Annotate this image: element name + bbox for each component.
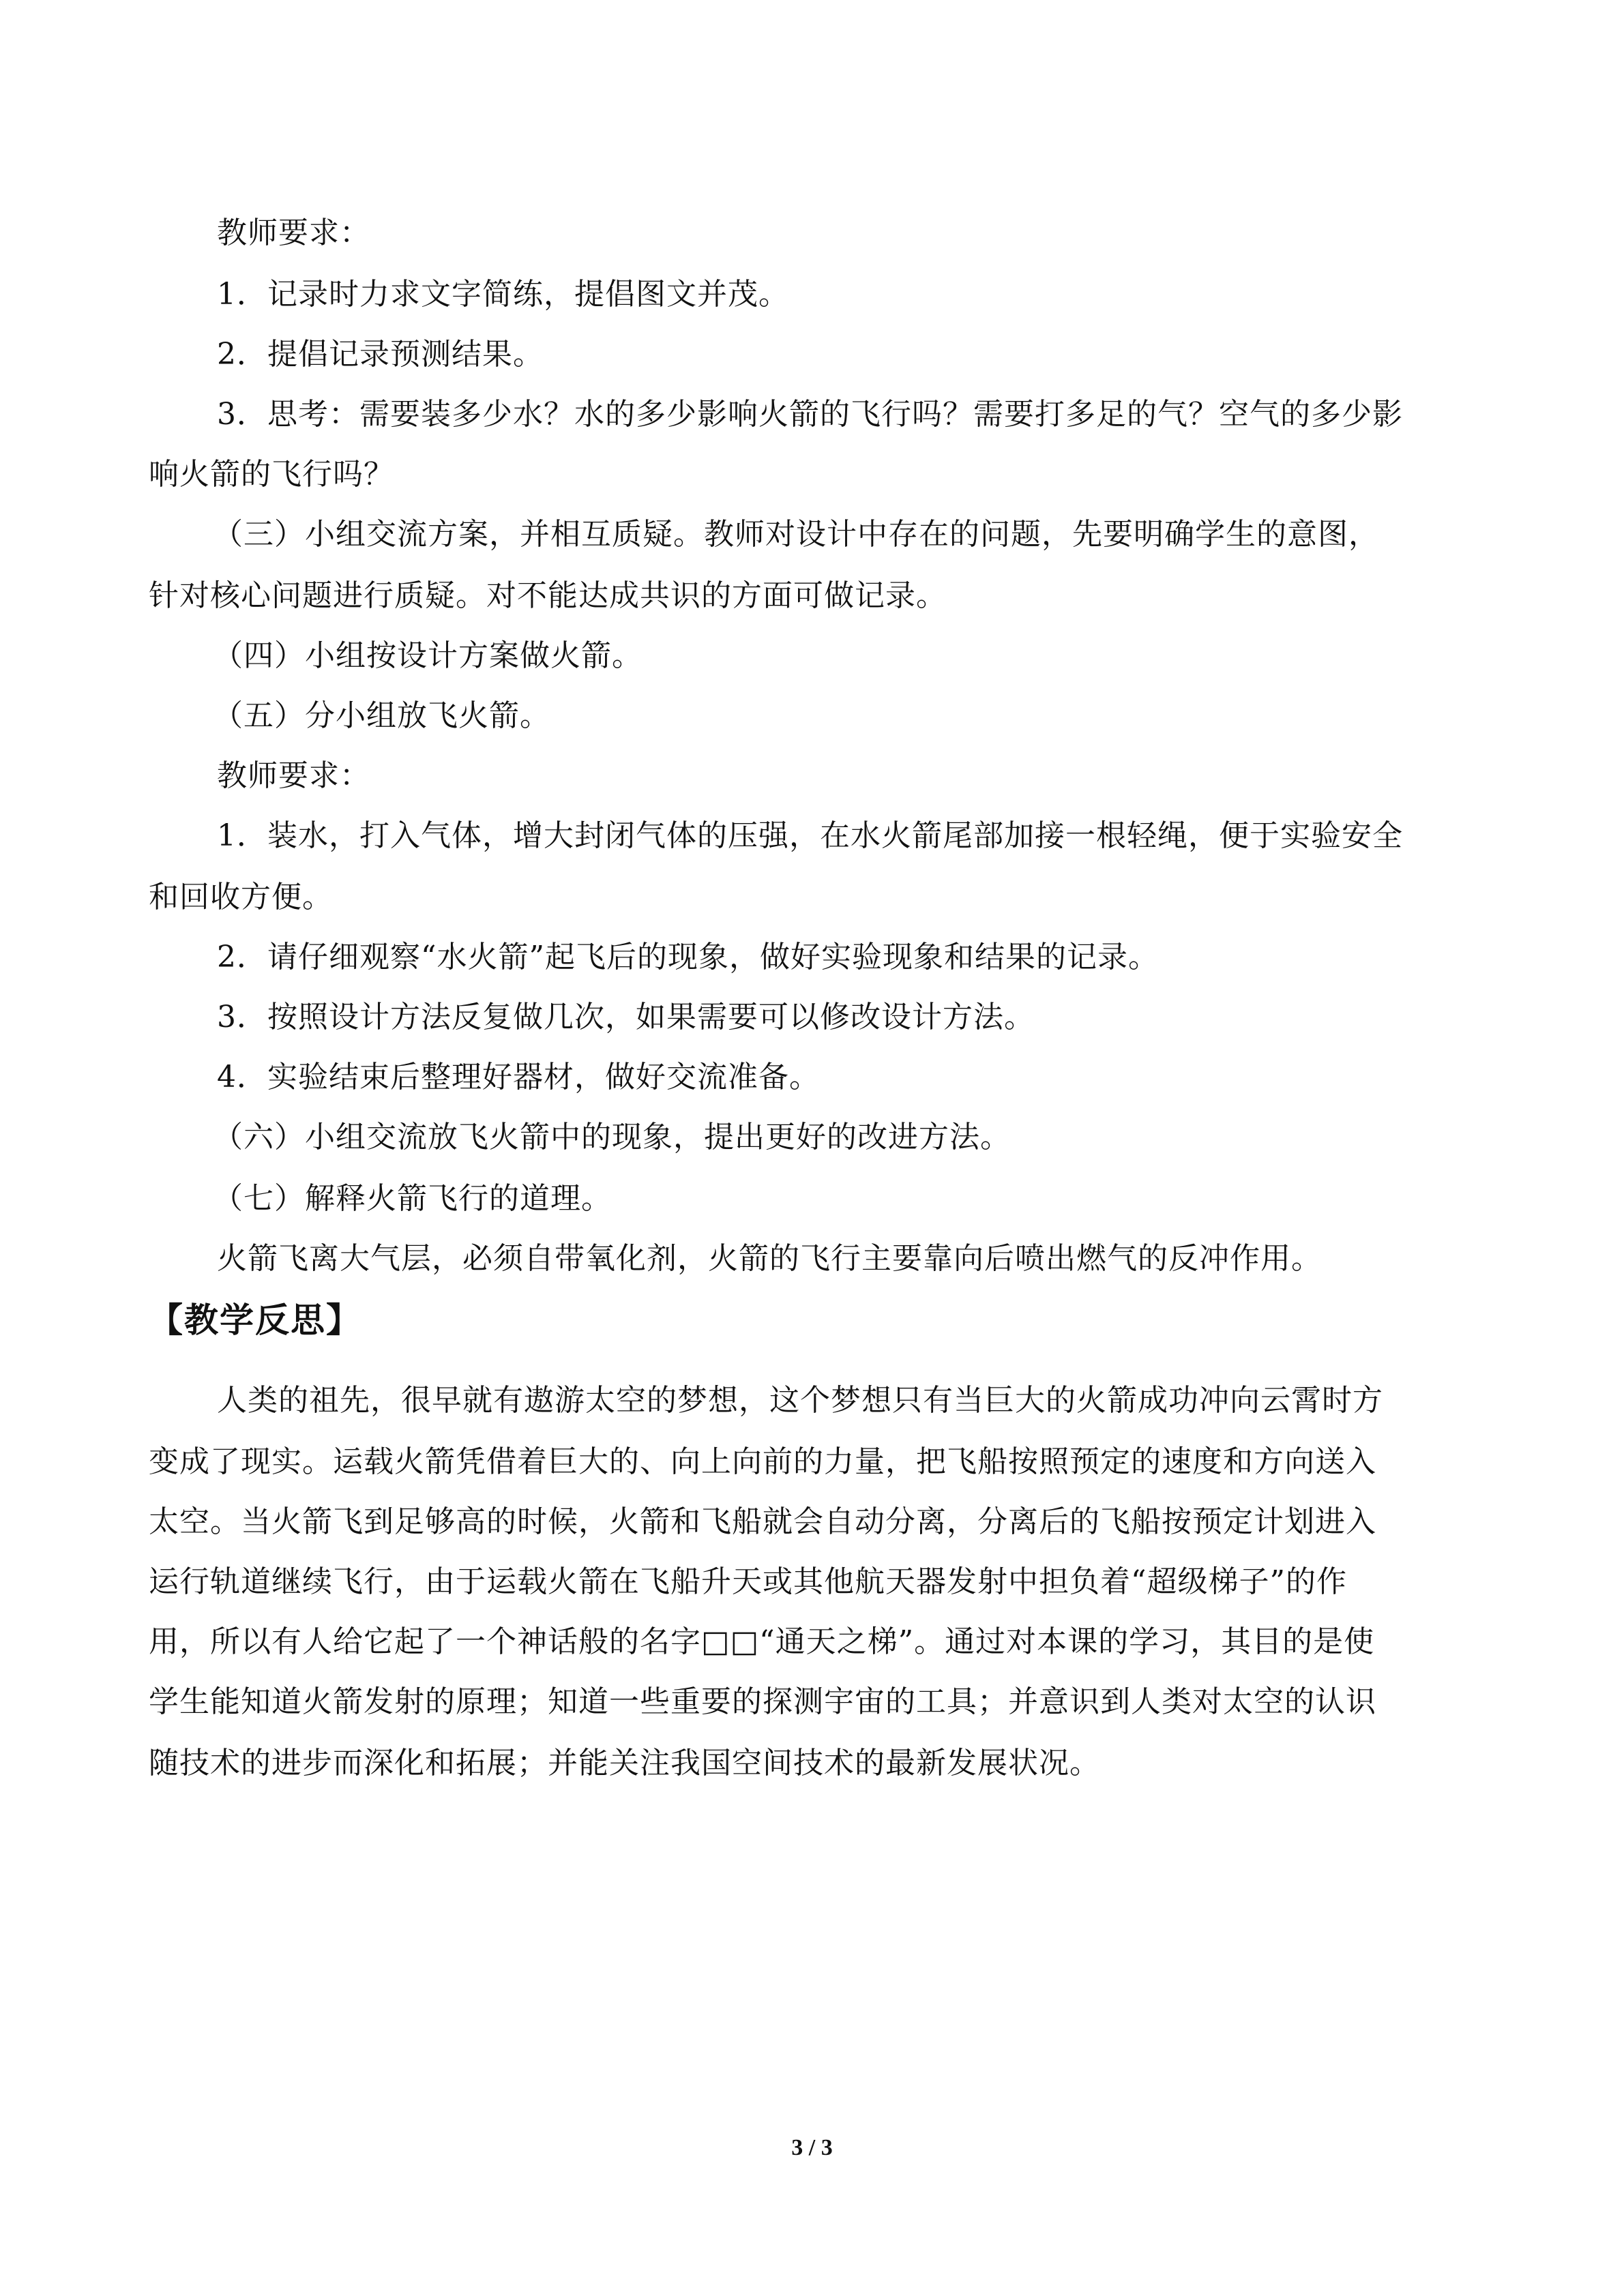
body-line: 2．请仔细观察“水火箭”起飞后的现象，做好实验现象和结果的记录。 <box>217 940 1159 974</box>
body-line: 1．装水，打入气体，增大封闭气体的压强，在水火箭尾部加接一根轻绳，便于实验安全 <box>217 818 1403 853</box>
body-line: 响火箭的飞行吗？ <box>149 457 394 492</box>
body-line: （四）小组按设计方案做火箭。 <box>213 638 643 673</box>
body-line: 3．思考：需要装多少水？水的多少影响火箭的飞行吗？需要打多足的气？空气的多少影 <box>217 397 1403 432</box>
reflection-line: 太空。当火箭飞到足够高的时候，火箭和飞船就会自动分离，分离后的飞船按预定计划进入 <box>149 1504 1376 1539</box>
body-line: 4．实验结束后整理好器材，做好交流准备。 <box>217 1060 820 1094</box>
body-line: 针对核心问题进行质疑。对不能达成共识的方面可做记录。 <box>149 578 947 613</box>
body-line: 2．提倡记录预测结果。 <box>217 337 544 372</box>
page-number: 3 / 3 <box>791 2135 833 2160</box>
reflection-line: 学生能知道火箭发射的原理；知道一些重要的探测宇宙的工具；并意识到人类对太空的认识 <box>149 1684 1376 1719</box>
reflection-line: 用，所以有人给它起了一个神话般的名字□□“通天之梯”。通过对本课的学习，其目的是使 <box>149 1624 1375 1659</box>
body-line: 火箭飞离大气层，必须自带氧化剂，火箭的飞行主要靠向后喷出燃气的反冲作用。 <box>217 1241 1322 1276</box>
body-line: 1．记录时力求文字简练，提倡图文并茂。 <box>217 277 789 312</box>
body-line: （三）小组交流方案，并相互质疑。教师对设计中存在的问题，先要明确学生的意图， <box>213 517 1379 552</box>
body-line: （五）分小组放飞火箭。 <box>213 698 550 733</box>
section-heading: 【教学反思】 <box>149 1300 361 1340</box>
body-line: 教师要求： <box>217 215 370 250</box>
reflection-line: 变成了现实。运载火箭凭借着巨大的、向上向前的力量，把飞船按照预定的速度和方向送入 <box>149 1444 1376 1479</box>
reflection-line: 运行轨道继续飞行，由于运载火箭在飞船升天或其他航天器发射中担负着“超级梯子”的作 <box>149 1564 1347 1599</box>
reflection-line: 人类的祖先，很早就有遨游太空的梦想，这个梦想只有当巨大的火箭成功冲向云霄时方 <box>217 1383 1383 1418</box>
body-line: （七）解释火箭飞行的道理。 <box>213 1181 612 1216</box>
body-line: （六）小组交流放飞火箭中的现象，提出更好的改进方法。 <box>213 1120 1011 1154</box>
body-line: 3．按照设计方法反复做几次，如果需要可以修改设计方法。 <box>217 1000 1035 1034</box>
reflection-line: 随技术的进步而深化和拓展；并能关注我国空间技术的最新发展状况。 <box>149 1746 1100 1780</box>
body-line: 和回收方便。 <box>149 880 333 914</box>
body-line: 教师要求： <box>217 758 370 793</box>
